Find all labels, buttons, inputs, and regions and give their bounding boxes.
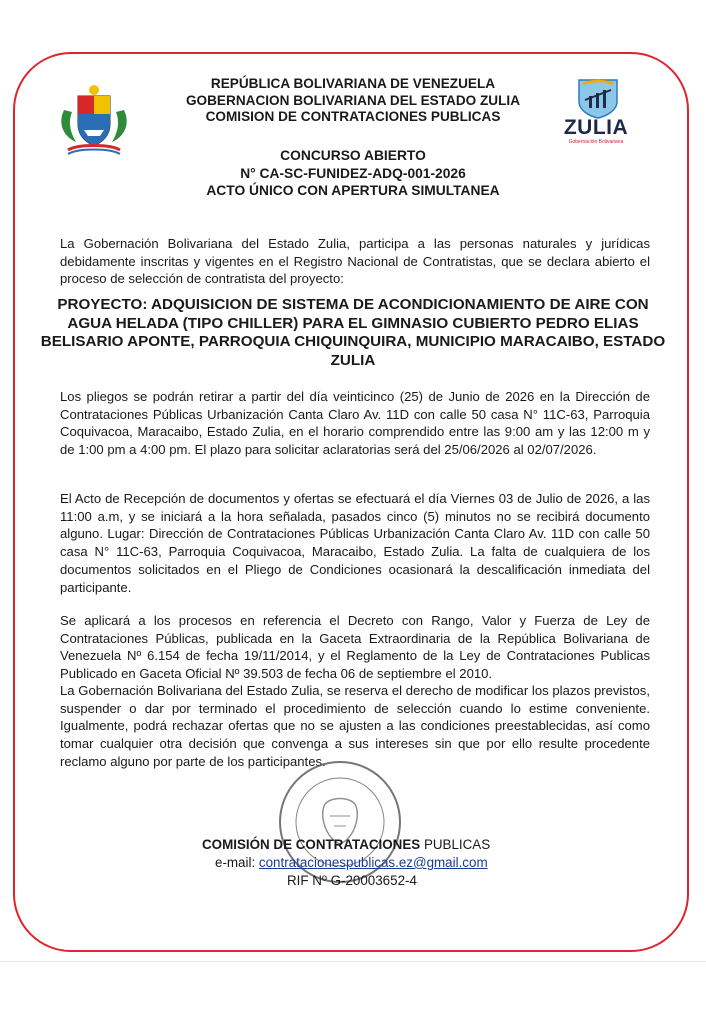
- project-heading: PROYECTO: ADQUISICION DE SISTEMA DE ACONDICIONAMIENTO DE AIRE CON AGUA HELADA (TIPO CHILLER) PARA EL GIMNASIO CUBIERTO PEDRO ELIAS BELISARIO APONTE, PARROQUIA CHIQUINQUIRA, MUNICIPIO MARACAIBO, ESTADO ZULIA: [40, 296, 666, 369]
- footer-organization: [202, 836, 490, 854]
- tender-type: CONCURSO ABIERTO: [280, 148, 426, 163]
- tender-number: N° CA-SC-FUNIDEZ-ADQ-001-2026: [240, 165, 466, 181]
- footer-email-link[interactable]: contratacionespublicas.ez@gmail.com: [258, 855, 488, 870]
- reservation-paragraph: La Gobernación Bolivariana del Estado Zulia, se reserva el derecho de modificar los plazos previstos, suspender o dar por terminado el procedimiento de selección cuando lo estime conveniente. Igualmente, podrá rechazar ofertas que no se ajusten a las condiciones preestablecidas, así como tomar cualquier otra decisión que convenga a sus intereses sin que por ello resulte procedente reclamo alguno por parte de los participantes.: [60, 683, 650, 769]
- footer-rif: RIF Nº G-20003652-4: [287, 873, 417, 888]
- tender-title: [0, 147, 706, 200]
- header-commission: COMISION DE CONTRATACIONES PUBLICAS: [205, 109, 501, 124]
- legal-framework-paragraph: Se aplicará a los procesos en referencia el Decreto con Rango, Valor y Fuerza de Ley de Contrataciones Públicas, publicada en la Gaceta Extraordinaria de la República Bolivariana de Venezuela Nº 6.154 de fecha 19/11/2014, y el Reglamento de la Ley de Contrataciones Publicas Publicado en Gaceta Oficial Nº 39.503 de fecha 06 de septiembre el 2010.: [60, 613, 650, 682]
- footer-org-bold: COMISIÓN DE CONTRATACIONES: [202, 837, 421, 852]
- intro-paragraph: La Gobernación Bolivariana del Estado Zulia, participa a las personas naturales y jurídicas debidamente inscritas y vigentes en el Registro Nacional de Contratistas, que se declara abierto el proceso de selección de contratista del proyecto:: [60, 236, 650, 287]
- reception-act-paragraph: El Acto de Recepción de documentos y ofertas se efectuará el día Viernes 03 de Julio de 2026, a las 11:00 a.m, y se iniciará a la hora señalada, pasados cinco (5) minutos no se recibirá documento alguno. Lugar: Dirección de Contrataciones Públicas Urbanización Canta Claro Av. 11D con calle 50 casa N° 11C-63, Parroquia Coquivacoa, Maracaibo, Estado Zulia. La falta de cualquiera de los documentos solicitados en el Pliego de Condiciones ocasionará la descalificación inmediata del participante.: [60, 491, 650, 595]
- zulia-logo-subtitle: Gobernación Bolivariana: [568, 139, 624, 145]
- tender-act: ACTO ÚNICO CON APERTURA SIMULTANEA: [206, 183, 500, 198]
- header-republic: REPÚBLICA BOLIVARIANA DE VENEZUELA: [210, 76, 496, 91]
- footer-email-line: [215, 854, 488, 872]
- header-governorship: GOBERNACION BOLIVARIANA DEL ESTADO ZULIA: [185, 92, 521, 108]
- bid-documents-paragraph: Los pliegos se podrán retirar a partir del día veinticinco (25) de Junio de 2026 en la Dirección de Contrataciones Públicas Urbanización Canta Claro Av. 11D con calle 50 casa N° 11C-63, Parroquia Coquivacoa, Maracaibo, Estado Zulia, en el horario comprendido entre las 9:00 am y las 12:00 m y de 1:00 pm a 4:00 pm. El plazo para solicitar aclaratorias será del 25/06/2026 al 02/07/2026.: [60, 389, 650, 458]
- footer-org-rest: PUBLICAS: [420, 837, 491, 852]
- scan-bottom-edge: [0, 961, 706, 962]
- footer-email-label: e-mail:: [215, 855, 259, 870]
- zulia-logo-wordmark: ZULIA: [563, 116, 629, 139]
